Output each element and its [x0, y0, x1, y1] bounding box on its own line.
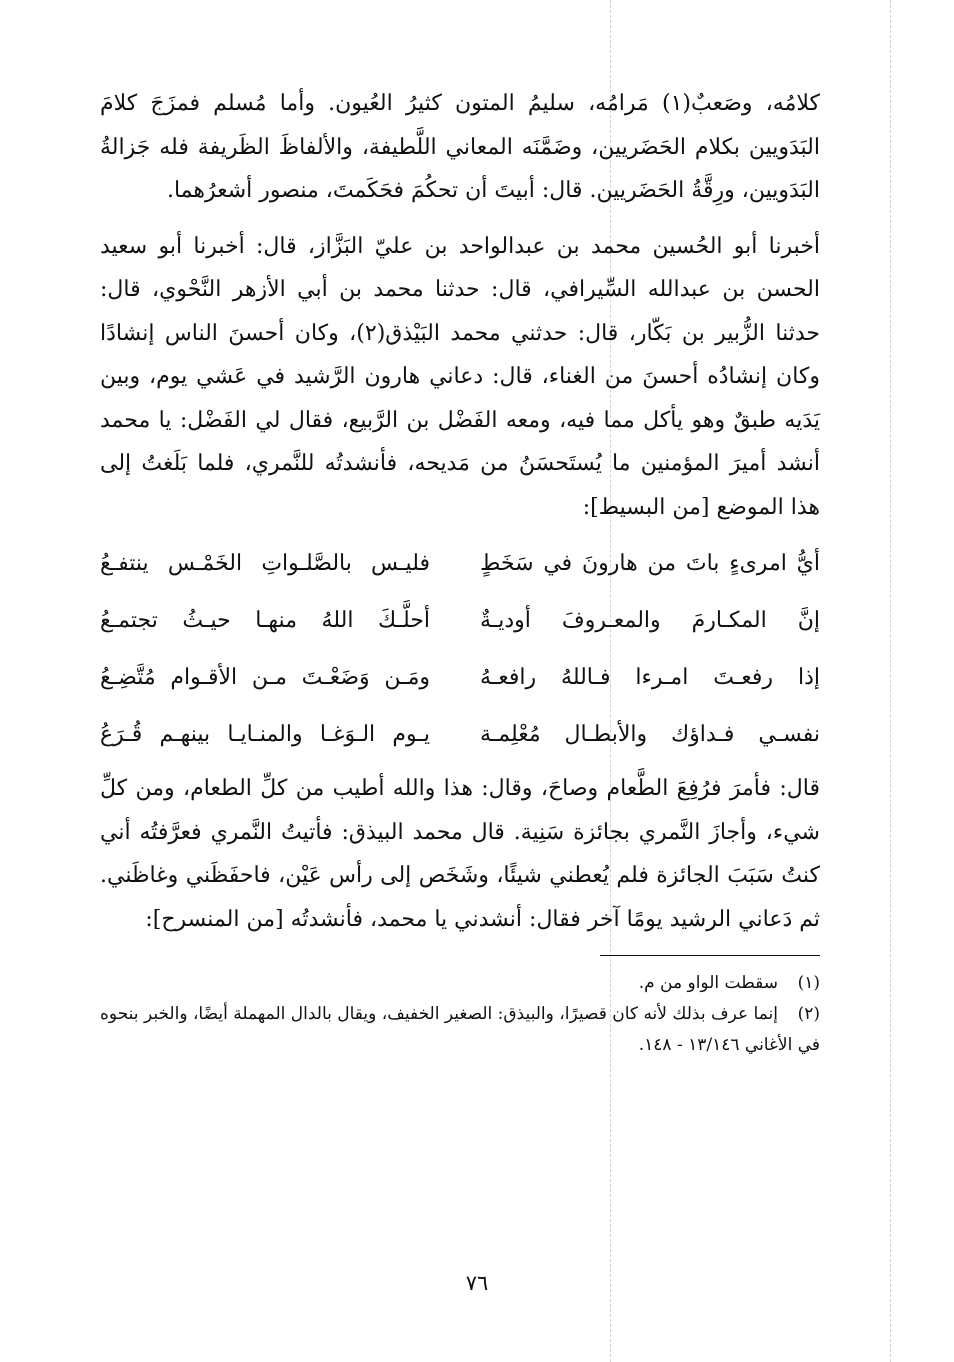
page-number: ٧٦: [465, 1271, 489, 1295]
verse-first-hemistich: أيُّ امرىءٍ باتَ من هارونَ في سَخَطٍ: [480, 551, 820, 576]
paragraph-2: أخبرنا أبو الحُسين محمد بن عبدالواحد بن عليّ البَزَّاز، قال: أخبرنا أبو سعيد الحسن بن عبدالله السِّيرافي، قال: حدثنا محمد بن أبي الأزهر النَّحْوي، قال: حدثنا الزُّبير بن بَكّار، قال: حدثني محمد البَيْذق(٢)، وكان أحسنَ الناس إنشادًا وكان إنشادُه أحسنَ من الغناء، قال: دعاني هارون الرَّشيد في عَشي يوم، وبين يَدَيه طبقٌ وهو يأكل مما فيه، ومعه الفَضْل بن الرَّبيع، فقال لي الفَضْل: يا محمد أنشد أميرَ المؤمنين ما يُستَحسَنُ من مَديحه، فأنشدتُه للنَّمري، فلما بَلَغتُ إلى هذا الموضع [من البسيط]:: [100, 233, 820, 520]
verse-first-hemistich: إنَّ المكـارمَ والمعـروفَ أوديـةٌ: [480, 608, 820, 633]
verse-second-hemistich: ومَـن وَضَعْـتَ مـن الأقـوام مُتَّضِـعُ: [100, 665, 430, 690]
footnote-separator: [600, 955, 820, 956]
paragraph-1: كلامُه، وصَعبٌ(١) مَرامُه، سليمُ المتون كثيرُ العُيون. وأما مُسلم فمزَجَ كلامَ البَدَويين بكلام الحَضَريين، وضَمَّنَه المعاني اللَّطيفة، والألفاظَ الظَريفة فله جَزالةُ البَدَويين، ورِقَّةُ الحَضَريين. قال: أبيتَ أن تحكُمَ فحَكَمتَ، منصور أشعرُهما.: [100, 91, 820, 203]
poem: [100, 535, 820, 763]
poem-verse: [100, 706, 820, 763]
verse-second-hemistich: أحلَّـكَ اللهُ منهـا حيـثُ تجتمـعُ: [100, 608, 430, 633]
poem-verse: [100, 649, 820, 706]
scan-guide-line: [890, 0, 891, 1362]
verse-second-hemistich: يـوم الـوَغـا والمنـايـا بينهـم قُـرَعُ: [100, 722, 430, 747]
footnote-text: سقطت الواو من م.: [638, 973, 778, 993]
page-body: [100, 82, 820, 1061]
poem-verse: [100, 535, 820, 592]
poem-verse: [100, 592, 820, 649]
footnote-number: (٢): [797, 1004, 820, 1024]
footnote-text: إنما عرف بذلك لأنه كان قصيرًا، والبيذق: الصغير الخفيف، ويقال بالدال المهملة أيضًا، والخبر بنحوه في الأغاني ١٣/١٤٦ - ١٤٨.: [100, 1004, 820, 1055]
footnote-number: (١): [797, 973, 820, 993]
verse-first-hemistich: نفسـي فـداؤك والأبطـال مُعْلِمـة: [480, 722, 820, 747]
paragraph-3: قال: فأمرَ فرُفِعَ الطَّعام وصاحَ، وقال: هذا والله أطيب من كلِّ الطعام، ومن كلِّ شيء، وأجازَ النَّمري بجائزة سَنِية. قال محمد البيذق: فأتيتُ النَّمري فعرَّفتُه أني كنتُ سَبَبَ الجائزة فلم يُعطني شيئًا، وشَخَص إلى رأس عَيْن، فاحفَظَني وغاظَني. ثم دَعاني الرشيد يومًا آخر فقال: أنشدني يا محمد، فأنشدتُه [من المنسرح]:: [100, 776, 820, 932]
footnote: [100, 999, 820, 1061]
verse-second-hemistich: فليـس بالصَّلـواتِ الخَمْـس ينتفـعُ: [100, 551, 430, 576]
footnote: [100, 968, 820, 999]
verse-first-hemistich: إذا رفعـتَ امـرءا فـاللهُ رافعـهُ: [480, 665, 820, 690]
